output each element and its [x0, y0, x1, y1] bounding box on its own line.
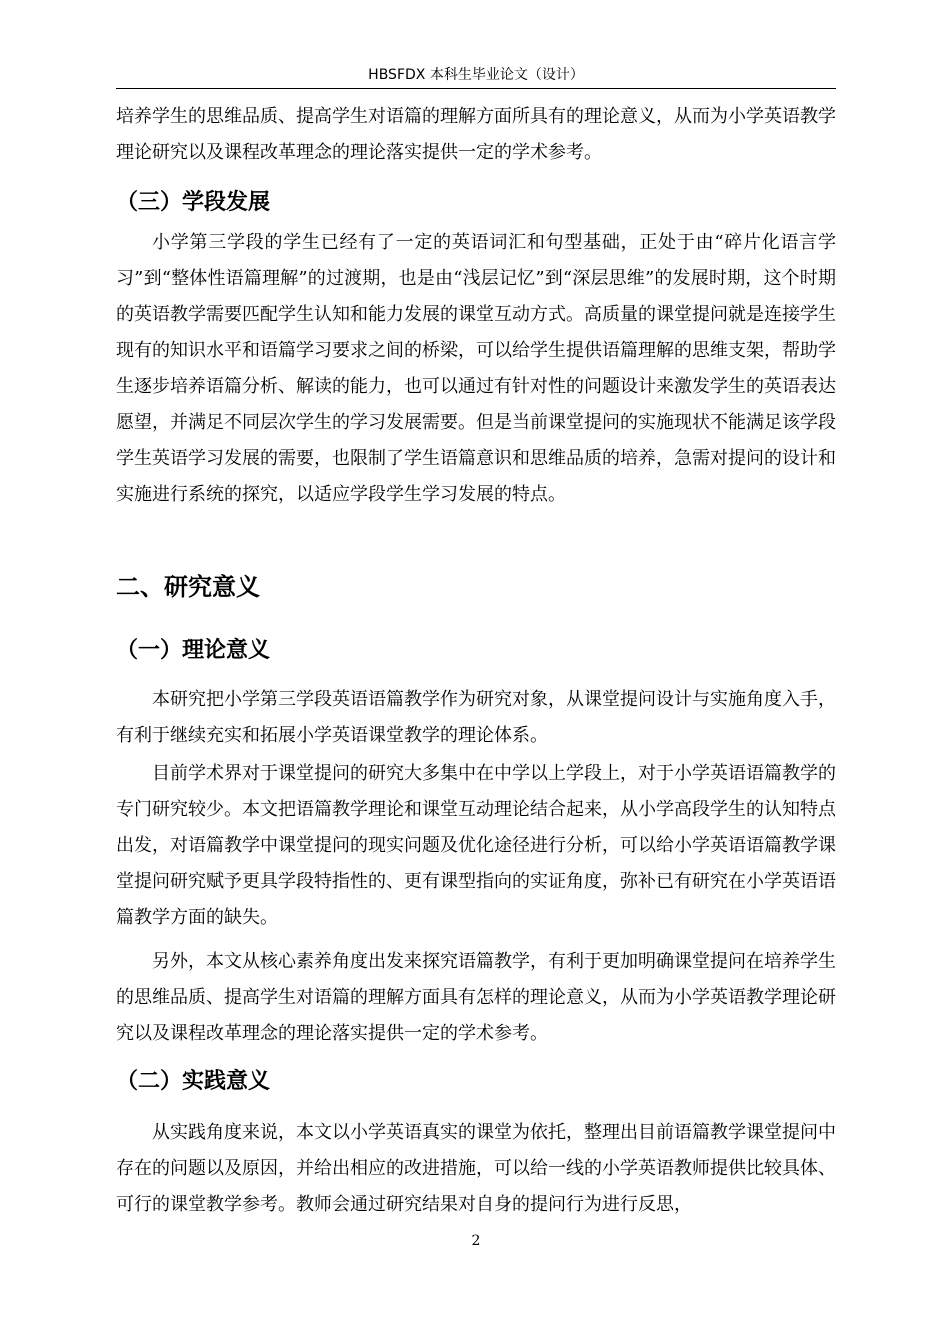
section-heading-theory: （一）理论意义 — [116, 638, 271, 663]
paragraph-theory-2: 目前学术界对于课堂提问的研究大多集中在中学以上学段上，对于小学英语语篇教学的专门研究较少。本文把语篇教学理论和课堂互动理论结合起来，从小学高段学生的认知特点出发，对语篇教学中课堂提问的现实问题及优化途径进行分析，可以给小学英语语篇教学课堂提问研究赋予更具学段特指性的、更有课型指向的实证角度，弥补已有研究在小学英语语篇教学方面的缺失。 — [116, 763, 836, 928]
header-rule — [116, 88, 836, 89]
paragraph-continued: 培养学生的思维品质、提高学生对语篇的理解方面所具有的理论意义，从而为小学英语教学理论研究以及课程改革理念的理论落实提供一定的学术参考。 — [116, 106, 836, 163]
paragraph-theory-3: 另外，本文从核心素养角度出发来探究语篇教学，有利于更加明确课堂提问在培养学生的思维品质、提高学生对语篇的理解方面具有怎样的理论意义，从而为小学英语教学理论研究以及课程改革理念的理论落实提供一定的学术参考。 — [116, 951, 836, 1044]
chapter-heading-significance: 二、研究意义 — [116, 573, 260, 601]
paragraph-theory-1: 本研究把小学第三学段英语语篇教学作为研究对象，从课堂提问设计与实施角度入手，有利于继续充实和拓展小学英语课堂教学的理论体系。 — [116, 689, 836, 746]
paragraph-stage: 小学第三学段的学生已经有了一定的英语词汇和句型基础，正处于由“碎片化语言学习”到“整体性语篇理解”的过渡期，也是由“浅层记忆”到“深层思维”的发展时期，这个时期的英语教学需要匹配学生认知和能力发展的课堂互动方式。高质量的课堂提问就是连接学生现有的知识水平和语篇学习要求之间的桥梁，可以给学生提供语篇理解的思维支架，帮助学生逐步培养语篇分析、解读的能力，也可以通过有针对性的问题设计来激发学生的英语表达愿望，并满足不同层次学生的学习发展需要。但是当前课堂提问的实施现状不能满足该学段学生英语学习发展的需要，也限制了学生语篇意识和思维品质的培养，急需对提问的设计和实施进行系统的探究，以适应学段学生学习发展的特点。 — [116, 232, 836, 505]
section-heading-practice: （二）实践意义 — [116, 1069, 271, 1094]
paragraph-practice: 从实践角度来说，本文以小学英语真实的课堂为依托，整理出目前语篇教学课堂提问中存在的问题以及原因，并给出相应的改进措施，可以给一线的小学英语教师提供比较具体、可行的课堂教学参考。教师会通过研究结果对自身的提问行为进行反思， — [116, 1122, 836, 1215]
page-number: 2 — [471, 1233, 481, 1249]
section-heading-stage: （三）学段发展 — [116, 190, 271, 215]
running-header: HBSFDX 本科生毕业论文（设计） — [368, 67, 584, 83]
